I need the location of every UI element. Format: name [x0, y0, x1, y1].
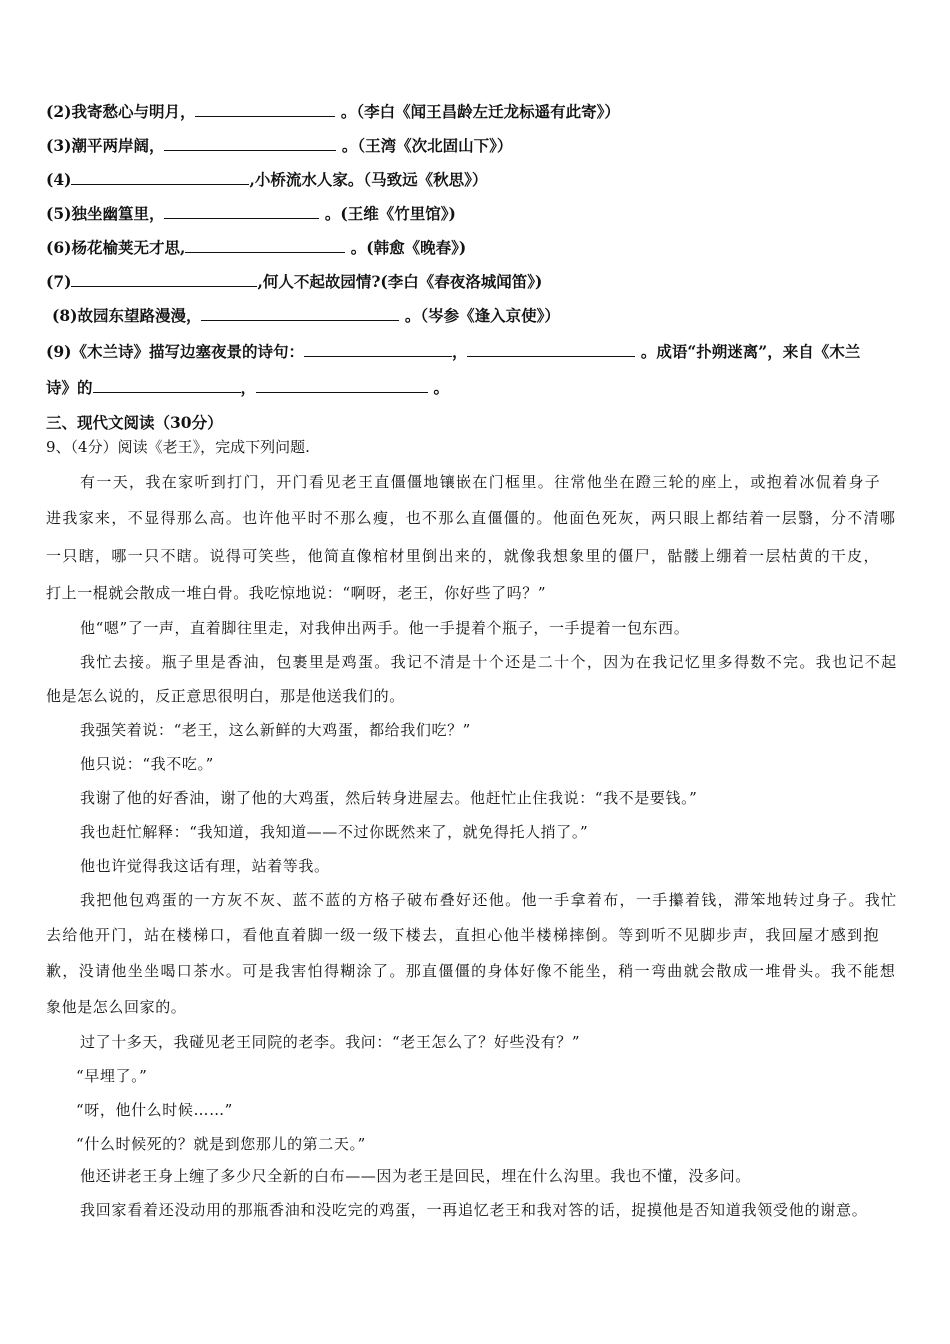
answer-blank[interactable]	[185, 238, 345, 253]
answer-blank[interactable]	[93, 378, 241, 393]
passage-line: 象他是怎么回家的。	[46, 998, 187, 1016]
passage-line: 过了十多天，我碰见老王同院的老李。我问：“老王怎么了？好些没有？”	[80, 1033, 581, 1051]
passage-line: 我强笑着说：“老王，这么新鲜的大鸡蛋，都给我们吃？”	[80, 721, 471, 739]
passage-line: 我把他包鸡蛋的一方灰不灰、蓝不蓝的方格子破布叠好还他。他一手拿着布，一手攥着钱，滞笨地转过身子。我忙	[80, 891, 898, 909]
answer-blank[interactable]	[256, 378, 428, 393]
answer-blank[interactable]	[164, 136, 336, 151]
fill-item-5: (5)独坐幽篁里， 。(王维《竹里馆》)	[46, 204, 456, 223]
passage-line: 他“嗯”了一声，直着脚往里走，对我伸出两手。他一手提着个瓶子，一手提着一包东西。	[80, 619, 690, 637]
passage-line: 他也许觉得我这话有理，站着等我。	[80, 857, 330, 875]
fill-item-9-line1: (9)《木兰诗》描写边塞夜景的诗句： ， 。成语“扑朔迷离”，来自《木兰	[46, 342, 861, 361]
answer-blank[interactable]	[201, 306, 399, 321]
passage-line: 有一天，我在家听到打门，开门看见老王直僵僵地镶嵌在门框里。往常他坐在蹬三轮的座上，或抱着冰侃着身子	[80, 473, 882, 491]
passage-line: 打上一棍就会散成一堆白骨。我吃惊地说：“啊呀，老王，你好些了吗？”	[46, 584, 547, 602]
fill-item-2: (2)我寄愁心与明月， 。（李白《闻王昌龄左迁龙标遥有此寄》）	[46, 102, 620, 121]
passage-line: “什么时候死的？就是到您那儿的第二天。”	[76, 1135, 366, 1153]
answer-blank[interactable]	[467, 342, 635, 357]
passage-line: 进我家来，不显得那么高。也许他平时不那么瘦，也不那么直僵僵的。他面色死灰，两只眼上都结着一层翳，分不清哪	[46, 509, 897, 527]
passage-line: 我也赶忙解释：“我知道，我知道——不过你既然来了，就免得托人捎了。”	[80, 823, 589, 841]
fill-item-7: (7) ,何人不起故园情?(李白《春夜洛城闻笛》)	[46, 272, 543, 291]
passage-line: “呀，他什么时候……”	[76, 1101, 233, 1119]
passage-line: “早埋了。”	[76, 1067, 148, 1085]
answer-blank[interactable]	[71, 170, 249, 185]
passage-line: 他只说：“我不吃。”	[80, 755, 214, 773]
fill-item-9-line2: 诗》的 ， 。	[46, 378, 449, 397]
fill-item-8: (8)故园东望路漫漫， 。（岑参《逢入京使》）	[52, 306, 560, 325]
passage-line: 去给他开门，站在楼梯口，看他直着脚一级一级下楼去，直担心他半楼梯摔倒。等到听不见脚步声，我回屋才感到抱	[46, 926, 880, 944]
passage-line: 我忙去接。瓶子里是香油，包裹里是鸡蛋。我记不清是十个还是二十个，因为在我记忆里多得数不完。我也记不起	[80, 653, 898, 671]
passage-line: 一只瞎，哪一只不瞎。说得可笑些，他简直像棺材里倒出来的，就像我想象里的僵尸，骷髅上绷着一层枯黄的干皮，	[46, 547, 880, 565]
fill-item-3: (3)潮平两岸阔， 。（王湾《次北固山下》）	[46, 136, 513, 155]
passage-line: 他还讲老王身上缠了多少尺全新的白布——因为老王是回民，埋在什么沟里。我也不懂，没多问。	[80, 1167, 751, 1185]
passage-line: 我谢了他的好香油，谢了他的大鸡蛋，然后转身进屋去。他赶忙止住我说：“我不是要钱。”	[80, 789, 698, 807]
passage-line: 我回家看着还没动用的那瓶香油和没吃完的鸡蛋，一再追忆老王和我对答的话，捉摸他是否知道我领受他的谢意。	[80, 1201, 868, 1219]
answer-blank[interactable]	[195, 102, 335, 117]
passage-line: 歉，没请他坐坐喝口茶水。可是我害怕得糊涂了。那直僵僵的身体好像不能坐，稍一弯曲就会散成一堆骨头。我不能想	[46, 962, 897, 980]
fill-item-4: (4) ,小桥流水人家。（马致远《秋思》）	[46, 170, 488, 189]
answer-blank[interactable]	[71, 272, 257, 287]
answer-blank[interactable]	[164, 204, 319, 219]
question-prompt: 9、（4分）阅读《老王》，完成下列问题.	[46, 438, 310, 456]
section-title: 三、现代文阅读（30分）	[46, 413, 223, 432]
answer-blank[interactable]	[304, 342, 452, 357]
fill-item-6: (6)杨花榆荚无才思, 。(韩愈《晚春》)	[46, 238, 467, 257]
passage-line: 他是怎么说的，反正意思很明白，那是他送我们的。	[46, 687, 405, 705]
